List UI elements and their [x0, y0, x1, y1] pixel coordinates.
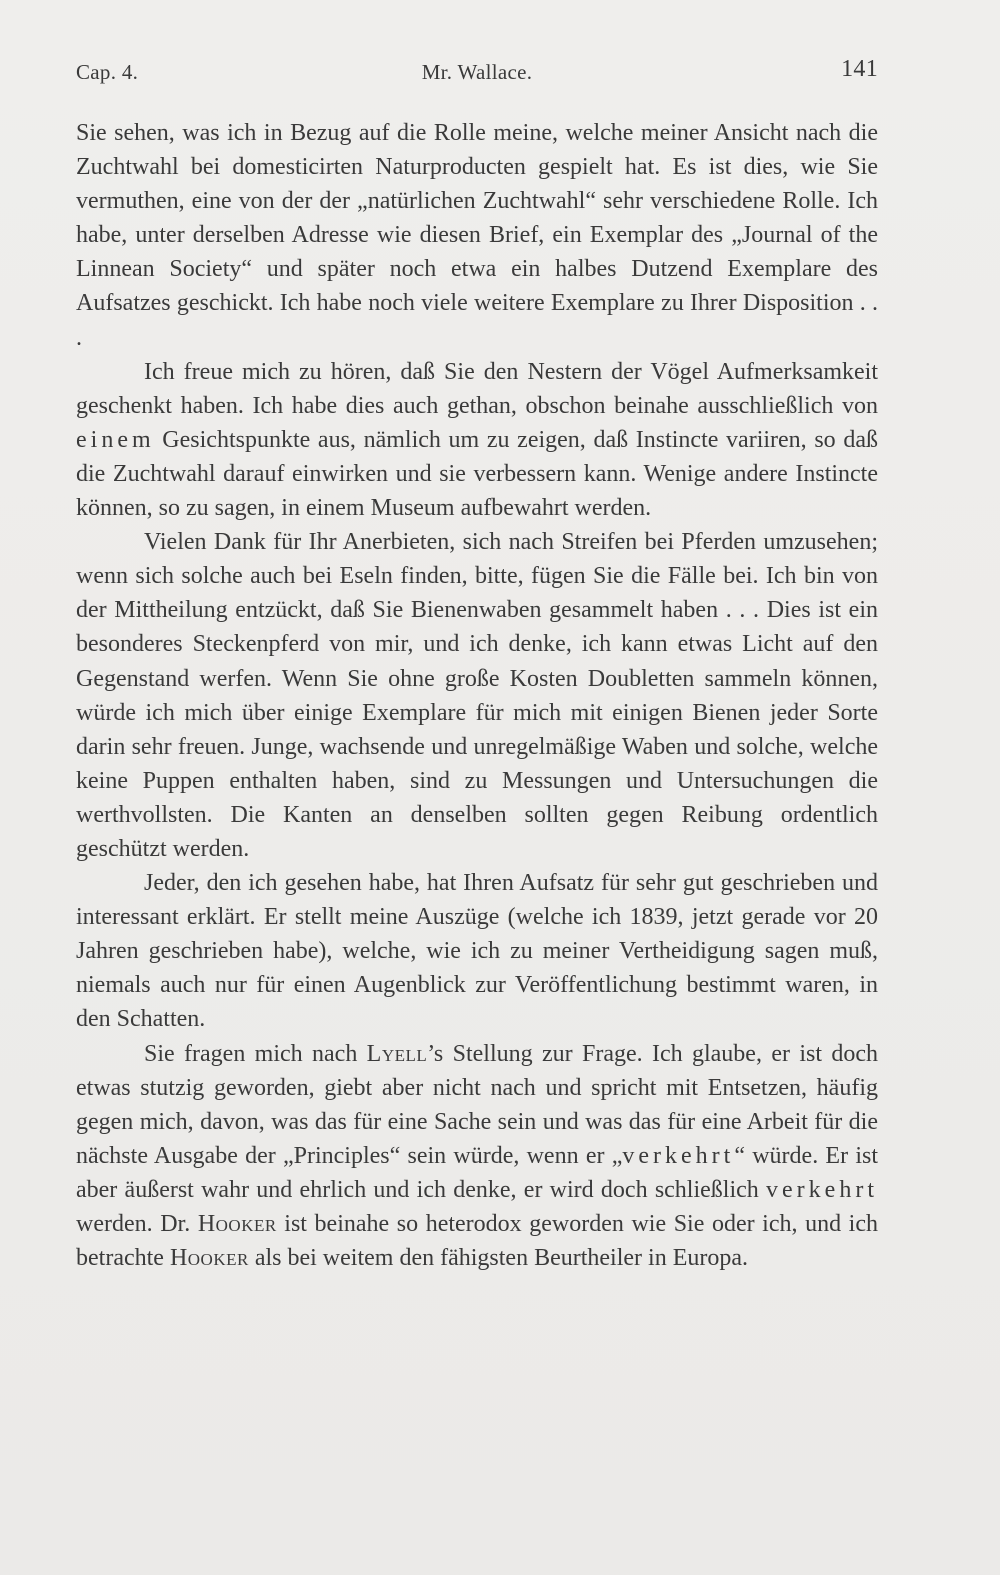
text-segment: ’s Stellung zur Frage. Ich glaube, er ist doch etwas stutzig geworden, giebt aber nicht nach und spricht mit Entsetzen, häufig gegen mich, davon, was das für eine Sache sein und was das für eine Arbeit für die nächste Ausgabe der „Principles“ sein würde, wenn er „ — [76, 1040, 878, 1169]
small-caps-name: Hooker — [197, 1211, 277, 1237]
text-segment: als bei weitem den fähigsten Beurtheiler in Europa. — [248, 1245, 748, 1272]
paragraph-2 — [76, 355, 878, 525]
text-segment: Sie fragen mich nach — [144, 1040, 367, 1067]
text-segment: Ich freue mich zu hören, daß Sie den Nestern der Vögel Aufmerksamkeit geschenkt haben. Ich habe dies auch gethan, obschon beinahe ausschließlich von — [76, 358, 878, 419]
text-segment: Jeder, den ich gesehen habe, hat Ihren Aufsatz für sehr gut geschrieben und interessant erklärt. Er stellt meine Auszüge (welche ich 1839, jetzt gerade vor 20 Jahren geschrieben habe), welche, wie ich zu meiner Vertheidigung sagen muß, niemals auch nur für einen Augenblick zur Veröffentlichung bestimmt waren, in den Schatten. — [76, 870, 878, 1033]
chapter-label: Cap. 4. — [76, 60, 139, 84]
emphasis-text: verkehrt — [622, 1142, 735, 1169]
small-caps-name: Lyell — [366, 1040, 428, 1067]
emphasis-text: einem — [76, 426, 155, 453]
running-head — [76, 52, 878, 92]
text-segment: Sie sehen, was ich in Bezug auf die Rolle meine, welche meiner Ansicht nach die Zuchtwahl bei domesticirten Naturproducten gespielt hat. Es ist dies, wie Sie vermuthen, eine von der der „natürlichen Zuchtwahl“ sehr verschiedene Rolle. Ich habe, unter derselben Adresse wie diesen Brief, ein Exemplar des „Journal of the Linnean Society“ und später noch etwa ein halbes Dutzend Exemplare des Aufsatzes geschickt. Ich habe noch viele weitere Exemplare zu Ihrer Disposition . . . — [76, 120, 878, 351]
section-title: Mr. Wallace. — [421, 60, 533, 84]
text-segment: werden. Dr. — [76, 1211, 198, 1237]
emphasis-text: verkehrt — [766, 1176, 878, 1203]
small-caps-name: Hooker — [169, 1245, 249, 1272]
text-segment: Vielen Dank für Ihr Anerbieten, sich nach Streifen bei Pferden umzusehen; wenn sich solche auch bei Eseln finden, bitte, fügen Sie die Fälle bei. Ich bin von der Mittheilung entzückt, daß Sie Bienenwaben gesammelt haben . . . Dies ist ein besonderes Steckenpferd von mir, und ich denke, ich kann etwas Licht auf den Gegenstand werfen. Wenn Sie ohne große Kosten Doubletten sammeln können, würde ich mich über einige Exemplare für mich mit einigen Bienen jeder Sorte darin sehr freuen. Junge, wachsende und unregelmäßige Waben und solche, welche keine Puppen enthalten haben, sind zu Messungen und Untersuchungen die werthvollsten. Die Kanten an denselben sollten gegen Reibung ordentlich geschützt werden. — [76, 529, 878, 862]
paragraph-1 — [76, 116, 878, 355]
paragraph-5 — [76, 1037, 878, 1276]
text-segment: ist beinahe so heterodox geworden wie Sie oder ich, und ich betrachte — [76, 1211, 878, 1272]
paragraph-3 — [76, 525, 878, 866]
text-segment: Gesichtspunkte aus, nämlich um zu zeigen, daß Instincte variiren, so daß die Zuchtwahl darauf einwirken und sie verbessern kann. Wenige andere Instincte können, so zu sagen, in einem Museum aufbewahrt werden. — [76, 426, 878, 522]
body-text — [76, 116, 878, 1275]
page-number: 141 — [841, 56, 878, 82]
paragraph-4 — [76, 866, 878, 1036]
text-segment: “ würde. Er ist aber äußerst wahr und ehrlich und ich denke, er wird doch schließlich — [76, 1142, 878, 1203]
